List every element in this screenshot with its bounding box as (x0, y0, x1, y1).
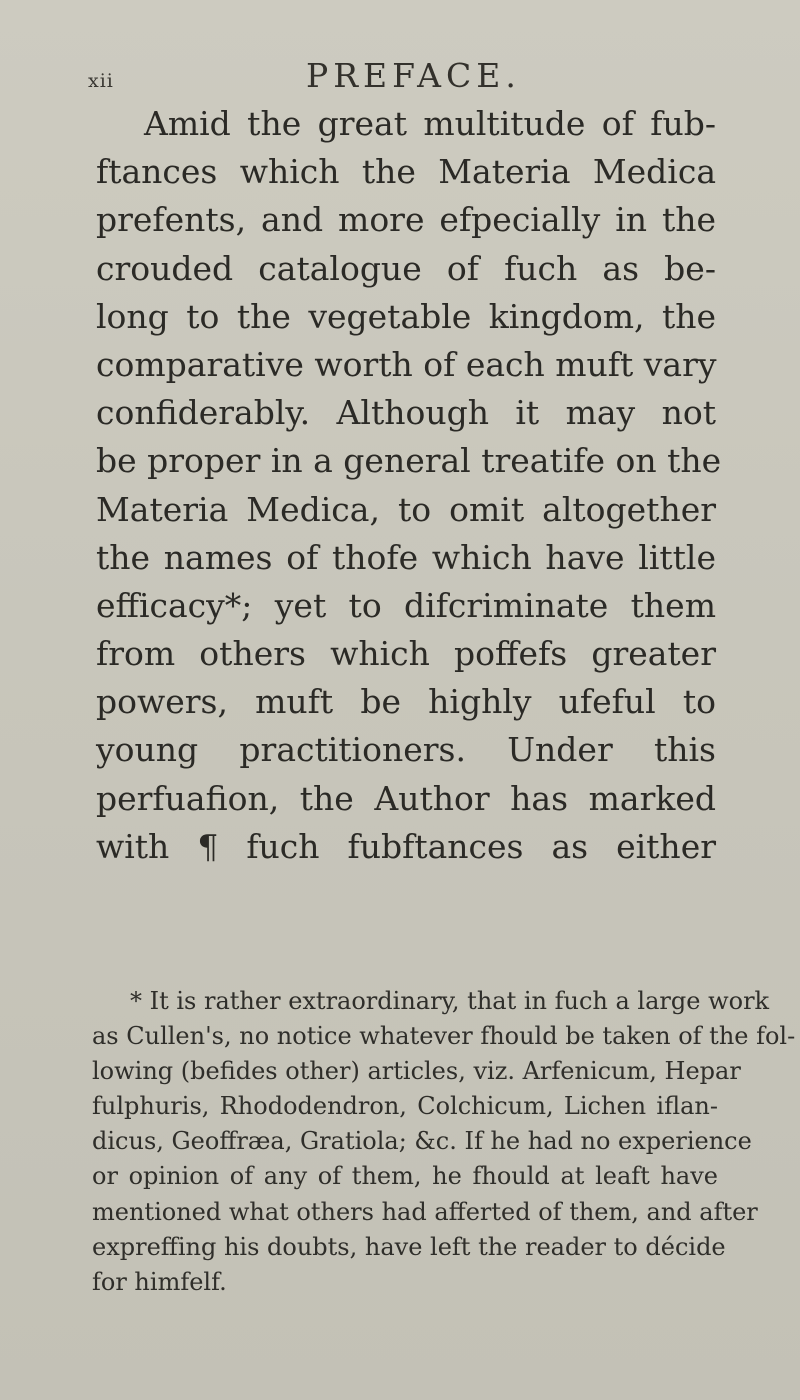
body-line: perfuafion, the Author has marked (96, 778, 716, 818)
footnote-line: fulphuris, Rhododendron, Colchicum, Lichen iflan- (92, 1092, 718, 1121)
body-line: confiderably. Although it may not (96, 393, 716, 433)
footnote-line: expreffing his doubts, have left the reader to décide (92, 1232, 726, 1261)
body-line: be proper in a general treatife on the (96, 441, 722, 481)
body-line: ftances which the Materia Medica (96, 152, 716, 192)
running-head (0, 52, 800, 96)
body-text (96, 100, 722, 871)
body-line: powers, muft be highly ufeful to (96, 682, 716, 722)
body-line: from others which poffefs greater (96, 634, 716, 674)
page-number: xii (88, 70, 114, 92)
footnote-line: or opinion of any of them, he fhould at leaft have (92, 1162, 718, 1191)
footnote-line: for himfelf. (92, 1267, 227, 1296)
footnote-line: * It is rather extraordinary, that in fuch a large work (130, 987, 770, 1015)
body-line: prefents, and more efpecially in the (96, 200, 716, 240)
body-line: with ¶ fuch fubftances as either (96, 826, 716, 866)
running-title: PREFACE. (306, 56, 521, 95)
body-line: young practitioners. Under this (96, 730, 716, 770)
body-line: efficacy*; yet to difcriminate them (96, 585, 716, 625)
footnote-line: mentioned what others had afferted of them, and after (92, 1197, 758, 1226)
footnote (92, 984, 796, 1300)
body-line: Amid the great multitude of fub- (144, 104, 716, 143)
body-line: the names of thofe which have little (96, 537, 716, 577)
body-line: Materia Medica, to omit altogether (96, 489, 716, 529)
footnote-line: dicus, Geoffræa, Gratiola; &c. If he had no experience (92, 1127, 752, 1156)
footnote-line: as Cullen's, no notice whatever fhould be taken of the fol- (92, 1022, 796, 1051)
body-line: crouded catalogue of fuch as be- (96, 248, 716, 288)
body-line: long to the vegetable kingdom, the (96, 296, 716, 336)
footnote-line: lowing (befides other) articles, viz. Arfenicum, Hepar (92, 1057, 741, 1086)
body-line: comparative worth of each muft vary (96, 344, 717, 384)
